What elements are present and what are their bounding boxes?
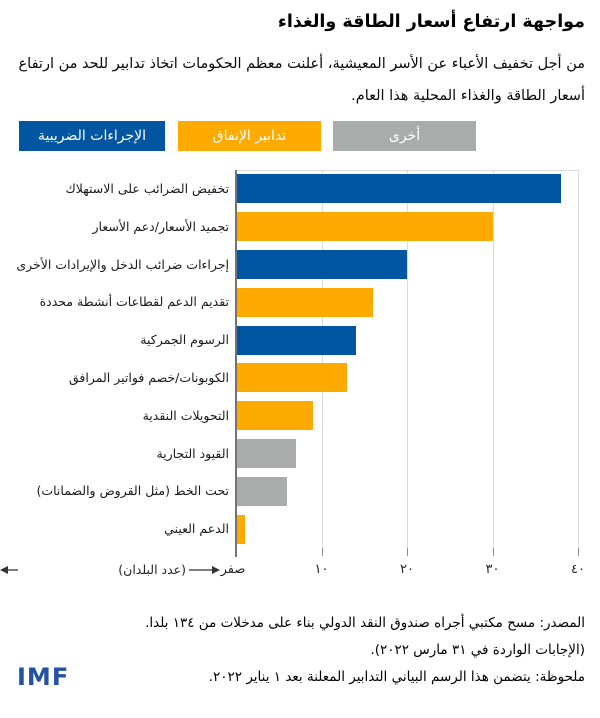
bar (237, 363, 347, 392)
source-line: المصدر: مسح مكتبي أجراه صندوق النقد الدولي بناء على مدخلات من ١٣٤ بلدا. (145, 615, 585, 631)
bar (237, 288, 373, 317)
bar (237, 250, 407, 279)
bar (237, 401, 313, 430)
gridline (578, 170, 579, 548)
category-label: إجراءات ضرائب الدخل والإيرادات الأخرى (16, 256, 229, 272)
responses-line: (الإجابات الواردة في ٣١ مارس ٢٠٢٢). (370, 642, 585, 658)
legend-item-tax: الإجراءات الضريبية (19, 121, 165, 151)
axis-tick (322, 548, 323, 556)
category-label: الرسوم الجمركية (140, 332, 229, 348)
subtitle-line-1: من أجل تخفيف الأعباء عن الأسر المعيشية، أعلنت معظم الحكومات اتخاذ تدابير للحد من ارتفاع (18, 56, 585, 72)
axis-right-arrow-icon (188, 564, 220, 576)
category-label: تجميد الأسعار/دعم الأسعار (92, 218, 229, 234)
category-label: التحويلات النقدية (142, 407, 229, 423)
figure-subtitle (6, 48, 585, 112)
category-label: تخفيض الضرائب على الاستهلاك (65, 181, 229, 196)
bar (237, 212, 493, 241)
category-label: تقديم الدعم لقطاعات أنشطة محددة (39, 294, 229, 310)
source-note (145, 610, 585, 691)
page-title: مواجهة ارتفاع أسعار الطاقة والغذاء (277, 12, 585, 32)
bar (237, 515, 245, 544)
category-label: الدعم العيني (164, 521, 229, 537)
x-axis-zero-label: صفر (220, 562, 246, 577)
legend-item-other: أخرى (333, 121, 476, 151)
gridline (493, 170, 494, 548)
x-tick-label: ٤٠ (571, 562, 585, 577)
legend-item-spending: تدابير الإنفاق (178, 121, 321, 151)
bar (237, 439, 296, 468)
axis-tick (493, 548, 494, 556)
axis-tick (578, 548, 579, 556)
bar (237, 174, 561, 203)
x-tick-label: ١٠ (314, 562, 329, 577)
axis-tick (407, 548, 408, 556)
x-tick-label: ٣٠ (485, 562, 500, 577)
category-label: الكوبونات/خصم فواتير المرافق (68, 370, 229, 385)
bar (237, 326, 356, 355)
category-label: تحت الخط (مثل القروض والضمانات) (36, 483, 229, 499)
category-label: القيود التجارية (156, 445, 229, 461)
subtitle-line-2: أسعار الطاقة والغذاء المحلية هذا العام. (351, 88, 585, 104)
x-tick-label: ٢٠ (400, 562, 414, 577)
axis-left-arrow-icon (0, 564, 18, 576)
imf-logo: IMF (17, 663, 70, 691)
note-line: ملحوظة: يتضمن هذا الرسم البياني التدابير المعلنة بعد ١ يناير ٢٠٢٢. (208, 669, 585, 685)
bar (237, 477, 287, 506)
x-axis-title: (عدد البلدان) (118, 562, 186, 577)
